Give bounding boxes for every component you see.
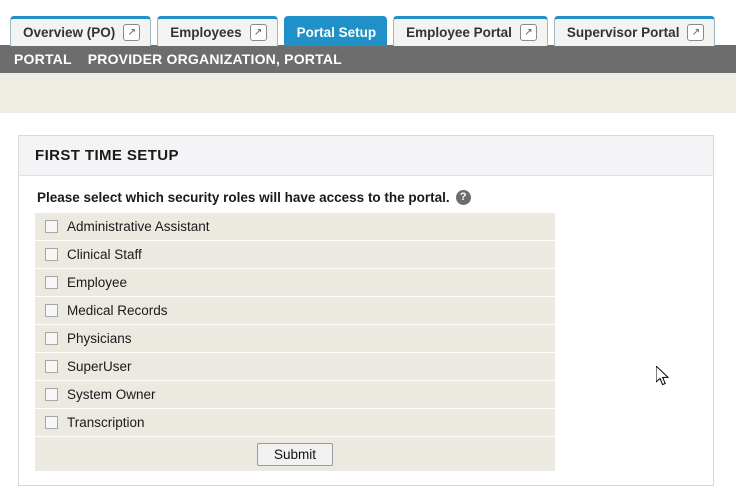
tab-portal-setup[interactable] — [284, 16, 388, 46]
role-checkbox-medical-records[interactable] — [45, 304, 58, 317]
role-label: Employee — [67, 275, 128, 290]
role-checkbox-transcription[interactable] — [45, 416, 58, 429]
submit-row — [35, 437, 555, 471]
page-spacer — [0, 73, 736, 113]
main-content — [0, 113, 736, 495]
role-checkbox-administrative-assistant[interactable] — [45, 220, 58, 233]
list-item[interactable] — [35, 325, 555, 353]
role-label: Administrative Assistant — [67, 219, 210, 234]
role-checkbox-system-owner[interactable] — [45, 388, 58, 401]
list-item[interactable] — [35, 297, 555, 325]
tab-label: Employee Portal — [406, 25, 512, 40]
role-label: System Owner — [67, 387, 156, 402]
role-checkbox-superuser[interactable] — [45, 360, 58, 373]
tab-label: Supervisor Portal — [566, 25, 680, 40]
tab-employees[interactable] — [157, 16, 277, 46]
list-item[interactable] — [35, 381, 555, 409]
popout-icon[interactable]: ↗ — [250, 24, 267, 41]
tab-label: Portal Setup — [296, 25, 377, 40]
role-label: SuperUser — [67, 359, 132, 374]
page-title: FIRST TIME SETUP — [19, 136, 713, 176]
role-checkbox-physicians[interactable] — [45, 332, 58, 345]
role-label: Clinical Staff — [67, 247, 142, 262]
prompt-row — [37, 190, 697, 205]
prompt-text: Please select which security roles will have access to the portal. — [37, 190, 450, 205]
help-icon[interactable]: ? — [456, 190, 471, 205]
first-time-setup-panel — [18, 135, 714, 486]
tab-employee-portal[interactable] — [393, 16, 548, 46]
list-item[interactable] — [35, 241, 555, 269]
role-label: Transcription — [67, 415, 145, 430]
tab-label: Overview (PO) — [23, 25, 116, 40]
role-label: Physicians — [67, 331, 132, 346]
role-checkbox-clinical-staff[interactable] — [45, 248, 58, 261]
role-checkbox-employee[interactable] — [45, 276, 58, 289]
tab-label: Employees — [170, 25, 242, 40]
popout-icon[interactable]: ↗ — [520, 24, 537, 41]
list-item[interactable] — [35, 353, 555, 381]
security-roles-list — [35, 213, 555, 471]
breadcrumb-path: PROVIDER ORGANIZATION, PORTAL — [87, 51, 342, 67]
panel-body — [19, 176, 713, 485]
tab-overview-po[interactable] — [10, 16, 151, 46]
breadcrumb-section: PORTAL — [14, 51, 72, 67]
submit-button[interactable]: Submit — [257, 443, 333, 466]
tab-supervisor-portal[interactable] — [554, 16, 716, 46]
popout-icon[interactable]: ↗ — [687, 24, 704, 41]
popout-icon[interactable]: ↗ — [123, 24, 140, 41]
tab-bar — [0, 0, 736, 45]
list-item[interactable] — [35, 213, 555, 241]
breadcrumb — [0, 45, 736, 73]
list-item[interactable] — [35, 409, 555, 437]
role-label: Medical Records — [67, 303, 168, 318]
list-item[interactable] — [35, 269, 555, 297]
